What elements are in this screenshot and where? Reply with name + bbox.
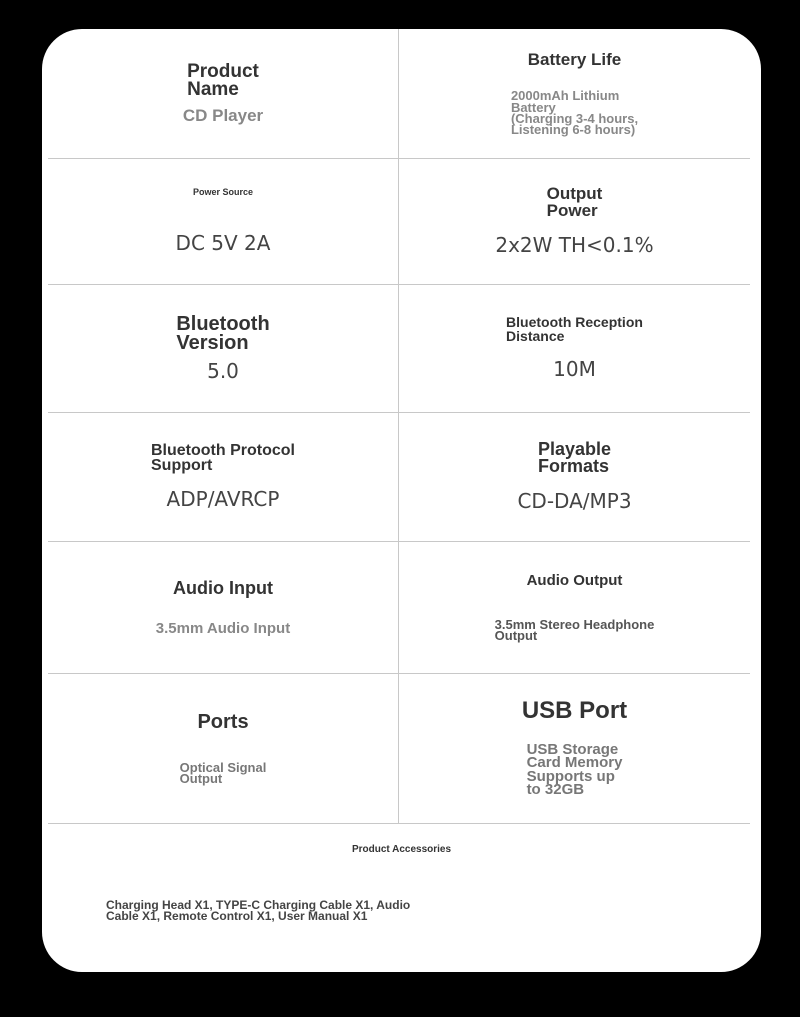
spec-cell-ports <box>48 674 399 823</box>
spec-label: Product Name <box>187 61 259 101</box>
spec-label: Bluetooth Protocol Support <box>151 441 295 474</box>
spec-label: USB Port <box>521 697 628 725</box>
spec-cell-playable-formats <box>399 413 750 541</box>
accessories-text: Charging Head X1, TYPE-C Charging Cable X1, Audio Cable X1, Remote Control X1, User Manual X1 <box>106 898 411 923</box>
spec-cell-audio-input <box>48 542 399 673</box>
spec-value: ADP/AVRCP <box>166 487 280 512</box>
spec-value: 2x2W TH<0.1% <box>495 232 654 257</box>
spec-label: Bluetooth Reception Distance <box>506 314 643 344</box>
accessories-title: Product Accessories <box>351 844 452 855</box>
spec-cell-power-source <box>48 159 399 284</box>
spec-value: 3.5mm Stereo Headphone Output <box>494 616 655 643</box>
spec-value: CD Player <box>182 106 264 126</box>
spec-cell-bluetooth-distance <box>399 285 750 412</box>
spec-label: Playable Formats <box>537 438 612 476</box>
spec-cell-audio-output <box>399 542 750 673</box>
spec-row <box>48 674 750 824</box>
spec-value: Optical Signal Output <box>179 759 267 786</box>
spec-label: Output Power <box>546 184 603 220</box>
spec-label: Audio Input <box>173 577 273 598</box>
spec-row <box>48 159 750 285</box>
spec-value: 3.5mm Audio Input <box>155 619 291 637</box>
spec-row <box>48 29 750 159</box>
spec-card <box>42 29 761 972</box>
spec-value: 10M <box>553 356 596 381</box>
spec-value: CD-DA/MP3 <box>517 489 632 514</box>
spec-value: 5.0 <box>207 358 239 383</box>
spec-label: Audio Output <box>526 572 623 590</box>
spec-row <box>48 542 750 674</box>
spec-label: Ports <box>197 710 249 733</box>
spec-label: Power Source <box>192 187 254 198</box>
spec-cell-bluetooth-version <box>48 285 399 412</box>
spec-value: 2000mAh Lithium Battery (Charging 3-4 hours, Listening 6-8 hours) <box>510 88 639 137</box>
spec-row <box>48 413 750 542</box>
spec-label: Bluetooth Version <box>176 312 270 354</box>
spec-cell-bluetooth-protocol <box>48 413 399 541</box>
spec-value: DC 5V 2A <box>175 230 271 255</box>
spec-value: USB Storage Card Memory Supports up to 32GB <box>526 740 623 799</box>
spec-cell-usb-port <box>399 674 750 823</box>
spec-cell-output-power <box>399 159 750 284</box>
spec-grid <box>48 29 750 824</box>
spec-label: Battery Life <box>527 50 622 70</box>
spec-row <box>48 285 750 413</box>
spec-cell-battery-life <box>399 29 750 158</box>
spec-cell-product-name <box>48 29 399 158</box>
